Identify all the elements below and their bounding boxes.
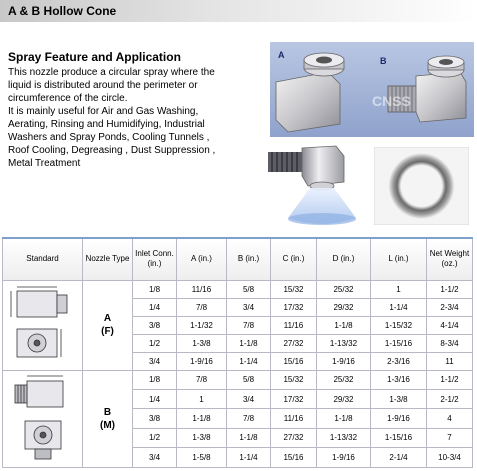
table-cell: 1-1/2 bbox=[427, 280, 473, 298]
table-cell: 1 bbox=[371, 280, 427, 298]
section-heading: Spray Feature and Application bbox=[8, 50, 181, 64]
table-row bbox=[3, 280, 473, 298]
table-cell: 1-1/8 bbox=[317, 409, 371, 428]
col-header-c: C (in.) bbox=[271, 238, 317, 280]
photo-label-b: B bbox=[380, 56, 387, 66]
description-line: It is mainly useful for Air and Gas Washing, bbox=[8, 106, 199, 117]
col-header-b: B (in.) bbox=[227, 238, 271, 280]
table-cell: 1-15/16 bbox=[371, 428, 427, 447]
table-cell: 1-9/16 bbox=[371, 409, 427, 428]
table-cell: 3/4 bbox=[133, 448, 177, 467]
table-cell: 4-1/4 bbox=[427, 316, 473, 334]
cone-spray-illustration bbox=[264, 142, 364, 227]
col-header-net-weight: Net Weight (oz.) bbox=[427, 238, 473, 280]
nozzle-type-a bbox=[83, 280, 133, 370]
nozzle-ab-photo bbox=[270, 42, 474, 137]
table-cell: 1-5/8 bbox=[177, 448, 227, 467]
table-cell: 2-1/4 bbox=[371, 448, 427, 467]
description-text bbox=[8, 66, 256, 170]
table-cell: 7 bbox=[427, 428, 473, 447]
description-line: circumference of the circle. bbox=[8, 93, 128, 104]
table-cell: 1-1/4 bbox=[227, 448, 271, 467]
table-cell: 27/32 bbox=[271, 428, 317, 447]
table-cell: 15/32 bbox=[271, 370, 317, 389]
table-cell: 1-1/8 bbox=[317, 316, 371, 334]
col-header-nozzle-type: Nozzle Type bbox=[83, 238, 133, 280]
table-cell: 1-1/4 bbox=[371, 298, 427, 316]
table-cell: 29/32 bbox=[317, 389, 371, 408]
description-line: This nozzle produce a circular spray where the bbox=[8, 67, 215, 78]
table-cell: 3/8 bbox=[133, 316, 177, 334]
dimension-drawing-a bbox=[7, 283, 79, 365]
table-cell: 1-3/16 bbox=[371, 370, 427, 389]
spec-table bbox=[2, 237, 473, 468]
table-cell: 1-9/16 bbox=[317, 448, 371, 467]
table-cell: 25/32 bbox=[317, 280, 371, 298]
table-cell: 1/4 bbox=[133, 298, 177, 316]
table-cell: 1-13/32 bbox=[317, 428, 371, 447]
table-cell: 10-3/4 bbox=[427, 448, 473, 467]
table-cell: 5/8 bbox=[227, 280, 271, 298]
table-header-row bbox=[3, 238, 473, 280]
diagram-type-b bbox=[3, 370, 83, 467]
description-line: Roof Cooling, Degreasing , Dust Suppression , bbox=[8, 145, 216, 156]
table-cell: 1-1/8 bbox=[227, 334, 271, 352]
table-cell: 1-1/4 bbox=[227, 352, 271, 370]
table-cell: 11/16 bbox=[271, 316, 317, 334]
table-cell: 25/32 bbox=[317, 370, 371, 389]
table-cell: 15/16 bbox=[271, 352, 317, 370]
table-cell: 4 bbox=[427, 409, 473, 428]
table-row bbox=[3, 370, 473, 389]
table-cell: 2-3/16 bbox=[371, 352, 427, 370]
table-cell: 1-15/16 bbox=[371, 334, 427, 352]
table-cell: 11 bbox=[427, 352, 473, 370]
table-cell: 2-1/2 bbox=[427, 389, 473, 408]
description-line: Aerating, Rinsing and Humidifying, Industrial bbox=[8, 119, 205, 130]
table-cell: 1-9/16 bbox=[177, 352, 227, 370]
table-cell: 7/8 bbox=[227, 316, 271, 334]
table-cell: 1/8 bbox=[133, 280, 177, 298]
table-cell: 1-1/8 bbox=[227, 428, 271, 447]
table-cell: 3/4 bbox=[133, 352, 177, 370]
table-cell: 1/4 bbox=[133, 389, 177, 408]
nozzle-type-code: B bbox=[103, 406, 112, 418]
nozzle-type-b bbox=[83, 370, 133, 467]
table-cell: 27/32 bbox=[271, 334, 317, 352]
table-cell: 3/4 bbox=[227, 298, 271, 316]
table-cell: 7/8 bbox=[177, 370, 227, 389]
table-cell: 17/32 bbox=[271, 389, 317, 408]
table-cell: 15/16 bbox=[271, 448, 317, 467]
watermark: CNSS bbox=[372, 93, 411, 109]
table-cell: 15/32 bbox=[271, 280, 317, 298]
description-line: Washers and Spray Ponds, Cooling Tunnels , bbox=[8, 132, 210, 143]
page-title: A & B Hollow Cone bbox=[8, 4, 117, 18]
table-cell: 5/8 bbox=[227, 370, 271, 389]
table-cell: 8-3/4 bbox=[427, 334, 473, 352]
table-cell: 3/4 bbox=[227, 389, 271, 408]
table-cell: 1 bbox=[177, 389, 227, 408]
table-cell: 29/32 bbox=[317, 298, 371, 316]
col-header-a: A (in.) bbox=[177, 238, 227, 280]
table-cell: 17/32 bbox=[271, 298, 317, 316]
nozzle-type-thread: (F) bbox=[101, 326, 114, 337]
diagram-type-a bbox=[3, 280, 83, 370]
table-cell: 11/16 bbox=[177, 280, 227, 298]
table-cell: 11/16 bbox=[271, 409, 317, 428]
table-cell: 1-3/8 bbox=[177, 334, 227, 352]
col-header-l: L (in.) bbox=[371, 238, 427, 280]
table-cell: 1-1/32 bbox=[177, 316, 227, 334]
table-cell: 1/8 bbox=[133, 370, 177, 389]
table-cell: 7/8 bbox=[177, 298, 227, 316]
table-cell: 1-3/8 bbox=[177, 428, 227, 447]
description-line: Metal Treatment bbox=[8, 158, 81, 169]
spray-pattern-ring bbox=[374, 147, 469, 225]
nozzle-type-thread: (M) bbox=[100, 419, 115, 431]
col-header-standard: Standard bbox=[3, 238, 83, 280]
table-cell: 1-1/8 bbox=[177, 409, 227, 428]
description-line: liquid is distributed around the perimeter or bbox=[8, 80, 198, 91]
nozzle-type-code: A bbox=[103, 313, 112, 324]
table-cell: 3/8 bbox=[133, 409, 177, 428]
table-cell: 1/2 bbox=[133, 428, 177, 447]
title-bar bbox=[0, 0, 477, 22]
table-cell: 1-9/16 bbox=[317, 352, 371, 370]
table-cell: 1-15/32 bbox=[371, 316, 427, 334]
dimension-drawing-b bbox=[7, 371, 79, 465]
table-cell: 7/8 bbox=[227, 409, 271, 428]
table-cell: 2-3/4 bbox=[427, 298, 473, 316]
col-header-inlet: Inlet Conn. (in.) bbox=[133, 238, 177, 280]
table-cell: 1-1/2 bbox=[427, 370, 473, 389]
table-cell: 1/2 bbox=[133, 334, 177, 352]
table-cell: 1-3/8 bbox=[371, 389, 427, 408]
photo-label-a: A bbox=[278, 50, 285, 60]
col-header-d: D (in.) bbox=[317, 238, 371, 280]
table-cell: 1-13/32 bbox=[317, 334, 371, 352]
